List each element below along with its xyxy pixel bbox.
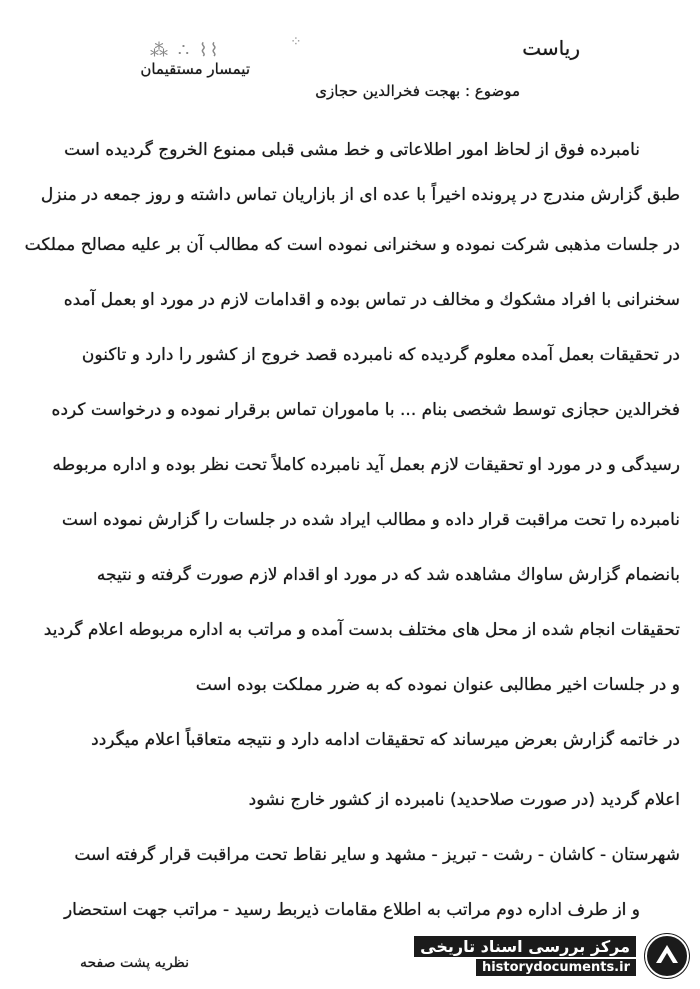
body-line: اعلام گرديد (در صورت صلاحديد) نامبرده از كشور خارج نشود [248, 790, 680, 810]
body-line: شهرستان - كاشان - رشت - تبريز - مشهد و ساير نقاط تحت مراقبت قرار گرفته است [74, 845, 680, 865]
faint-stamp: ⁂ ∴ ⌇⌇ [150, 40, 221, 61]
body-line: طبق گزارش مندرج در پرونده اخيراً با عده اى از بازاريان تماس داشته و روز جمعه در منزل [40, 185, 680, 205]
salutation: رياست [522, 36, 580, 60]
archive-logo-icon [644, 933, 690, 979]
footer-note: نظريه پشت صفحه [80, 955, 190, 971]
body-line: در جلسات مذهبى شركت نموده و سخنرانى نموده است كه مطالب آن بر عليه مصالح مملكت [24, 235, 680, 255]
body-line: سخنرانى با افراد مشكوك و مخالف در تماس بوده و اقدامات لازم در مورد او بعمل آمده [63, 290, 680, 310]
body-line: در تحقيقات بعمل آمده معلوم گرديده كه نامبرده قصد خروج از كشور را دارد و تاكنون [81, 345, 680, 365]
subject-line: موضوع : بهجت فخرالدين حجازى [315, 82, 520, 100]
watermark-text [414, 936, 636, 976]
recipient-line: تيمسار مستقيمان [140, 60, 250, 78]
body-line: در خاتمه گزارش بعرض ميرساند كه تحقيقات ادامه دارد و نتيجه متعاقباً اعلام ميگردد [91, 730, 680, 750]
faint-stamp-mark: ⁘ [290, 34, 302, 50]
watermark-title: مرکز بررسی اسناد تاریخی [414, 936, 636, 957]
body-line: رسيدگى و در مورد او تحقيقات لازم بعمل آيد نامبرده كاملاً تحت نظر بوده و اداره مربوطه [52, 455, 680, 475]
body-line: تحقيقات انجام شده از محل هاى مختلف بدست آمده و مراتب به اداره مربوطه اعلام گرديد [43, 620, 680, 640]
body-line: نامبرده فوق از لحاظ امور اطلاعاتى و خط مشى قبلى ممنوع الخروج گرديده است [64, 140, 640, 160]
body-line: بانضمام گزارش ساواك مشاهده شد كه در مورد او اقدام لازم صورت گرفته و نتيجه [96, 565, 680, 585]
body-line: فخرالدين حجازى توسط شخصى بنام ... با ماموران تماس برقرار نموده و درخواست كرده [51, 400, 680, 420]
watermark-url: historydocuments.ir [476, 959, 636, 976]
body-line: نامبرده را تحت مراقبت قرار داده و مطالب ايراد شده در جلسات را گزارش نموده است [61, 510, 680, 530]
watermark-logo [414, 933, 690, 979]
body-line: و در جلسات اخير مطالبى عنوان نموده كه به ضرر مملكت بوده است [195, 675, 680, 695]
body-line: و از طرف اداره دوم مراتب به اطلاع مقامات ذيربط رسيد - مراتب جهت استحضار [63, 900, 640, 920]
